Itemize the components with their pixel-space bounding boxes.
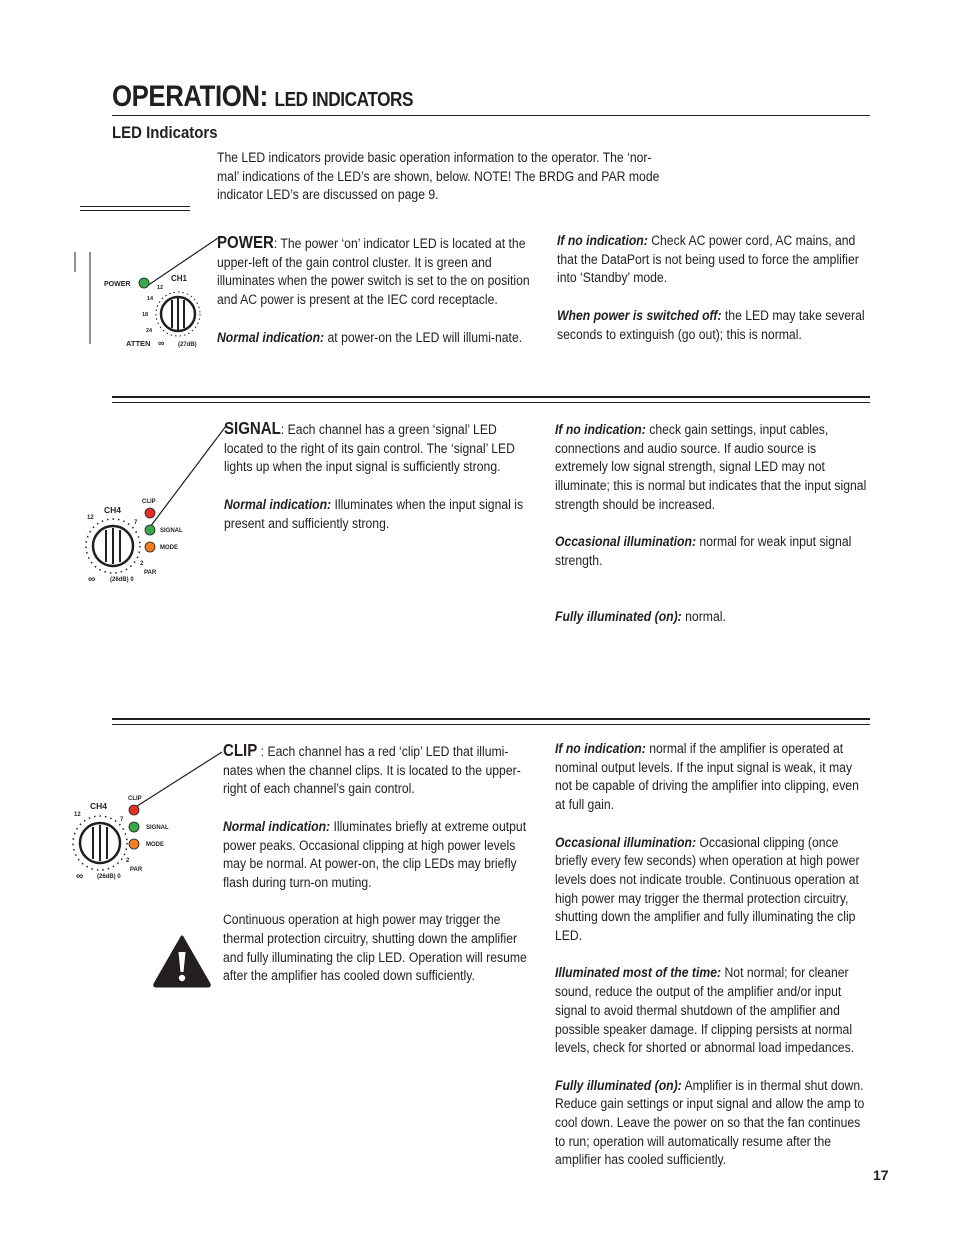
clip-occ-text: Occasional clipping (once briefly every few seconds) when operation at high power levels does not indicate trouble. Continuous operation at high power may trigger the thermal protection circuitry, shutting down the amplifier and fully illuminating the clip LED.	[555, 834, 860, 945]
power-normal-text: at power-on the LED will illumi-nate.	[324, 329, 523, 346]
power-db-label: (27dB)	[178, 342, 197, 348]
mode-led-icon	[145, 542, 155, 552]
clip-led-icon	[129, 805, 139, 815]
power-troubleshooting	[557, 232, 871, 363]
signal-led-diagram	[78, 424, 228, 590]
clip-tick-12: 12	[74, 812, 81, 818]
power-gain-knob-icon	[156, 292, 200, 336]
signal-normal-text: Illuminates when the input signal is present and sufficiently strong.	[224, 496, 524, 532]
clip-db-label: (26dB) 0	[97, 874, 121, 880]
clip-text: : Each channel has a red ‘clip’ LED that illumi-nates when the channel clips. It is located to the upper-right of each channel’s gain control.	[223, 744, 521, 798]
power-tick-24: 24	[146, 328, 153, 334]
title-divider	[112, 115, 870, 116]
signal-occ-label: Occasional illumination:	[555, 534, 697, 551]
clip-troubleshooting	[555, 740, 871, 1189]
signal-noind-label: If no indication:	[555, 422, 646, 438]
power-atten-label: ATTEN	[126, 339, 151, 348]
section-divider	[112, 396, 870, 403]
signal-full-text: normal.	[681, 608, 726, 625]
power-ch-label: CH1	[171, 274, 188, 283]
power-tick-12: 12	[157, 285, 164, 291]
signal-mode-label: MODE	[160, 545, 178, 551]
power-off-text: the LED may take several seconds to extinguish (go out); this is normal.	[557, 307, 865, 343]
clip-mode-label: MODE	[146, 842, 164, 848]
signal-occ-text: normal for weak input signal strength.	[555, 534, 852, 569]
signal-text: : Each channel has a green ‘signal’ LED located to the right of its gain control. The ‘signal’ LED lights up when the input signal is sufficiently strong.	[224, 422, 515, 476]
clip-ch-label: CH4	[90, 801, 108, 811]
signal-troubleshooting	[555, 421, 871, 645]
signal-inf-label: ∞	[88, 574, 96, 585]
clip-lead: CLIP	[223, 740, 258, 760]
page-title-main: OPERATION:	[112, 80, 268, 113]
signal-normal-label: Normal indication:	[224, 496, 332, 513]
clip-noind-text: normal if the amplifier is operated at nominal output levels. If the input signal is weak, it may not be capable of driving the amplifier into clipping, even at full gain.	[555, 741, 859, 814]
power-text: : The power ‘on’ indicator LED is located at the upper-left of the gain control cluster. It is green and illuminates when the power switch is set to the on position and AC power is present at the IEC cord receptacle.	[217, 236, 530, 309]
clip-tick-2: 2	[126, 858, 130, 864]
clip-description	[223, 741, 538, 1005]
signal-signal-label: SIGNAL	[160, 528, 183, 534]
power-off-label: When power is switched off:	[557, 307, 722, 324]
signal-ch-label: CH4	[104, 505, 122, 515]
power-label: POWER	[104, 281, 131, 288]
warning-triangle-icon	[152, 934, 212, 988]
clip-continuous-text: Continuous operation at high power may trigger the thermal protection circuitry, shutting down the amplifier and fully illuminating the clip LED. Operation will resume after the amplifier has cooled down sufficiently.	[223, 912, 527, 985]
signal-description	[224, 419, 537, 552]
power-tick-14: 14	[147, 296, 154, 302]
clip-most-text: Not normal; for cleaner sound, reduce the output of the amplifier and/or input signal to avoid thermal shutdown of the amplifier and possible speaker damage. If clipping persists at normal levels, check for shorted or abnormal load impedances.	[555, 965, 855, 1057]
signal-noind-text: check gain settings, input cables, connections and audio source. If audio source is extremely low signal strength, signal LED may not illuminate; this is normal but indicates that the input signal strength should be increased.	[555, 422, 867, 513]
power-description	[217, 233, 537, 366]
power-noind-label: If no indication:	[557, 233, 648, 249]
signal-full-label: Fully illuminated (on):	[555, 608, 682, 625]
page-title-sub: LED INDICATORS	[274, 89, 414, 111]
power-led-diagram	[70, 232, 220, 352]
power-noind-text: Check AC power cord, AC mains, and that the DataPort is not being used to force the amplifier into ‘Standby’ mode.	[557, 233, 859, 287]
signal-lead: SIGNAL	[224, 418, 281, 438]
signal-led-icon	[145, 525, 155, 535]
power-led-icon	[139, 278, 149, 288]
section-divider	[112, 718, 870, 725]
clip-gain-knob-icon	[73, 816, 127, 870]
page-number: 17	[873, 1167, 889, 1183]
signal-led-icon	[129, 822, 139, 832]
signal-par-label: PAR	[144, 570, 157, 576]
power-normal-label: Normal indication:	[217, 329, 325, 346]
clip-noind-label: If no indication:	[555, 741, 646, 757]
clip-led-icon	[145, 508, 155, 518]
signal-db-label: (26dB) 0	[110, 577, 134, 583]
intro-paragraph: The LED indicators provide basic operation information to the operator. The ‘nor-mal’ indications of the LED’s are shown, below. NOTE! The BRDG and PAR mode indicator LED’s are discussed on page 9.	[217, 150, 660, 204]
power-inf-label: ∞	[158, 338, 165, 348]
clip-most-label: Illuminated most of the time:	[555, 965, 722, 982]
clip-tick-7: 7	[120, 817, 124, 823]
clip-occ-label: Occasional illumination:	[555, 834, 697, 851]
mode-led-icon	[129, 839, 139, 849]
clip-clip-label: CLIP	[128, 796, 142, 802]
signal-tick-7: 7	[134, 520, 138, 526]
power-lead: POWER	[217, 232, 274, 252]
clip-inf-label: ∞	[76, 871, 84, 882]
signal-clip-label: CLIP	[142, 499, 156, 505]
clip-led-diagram	[72, 744, 222, 884]
page-title	[112, 80, 413, 114]
clip-par-label: PAR	[130, 867, 143, 873]
clip-full-text: Amplifier is in thermal shut down. Reduce gain settings or input signal and allow the amp to cool down. Leave the power on so that the fan continues to run; operation will automatically resume after the amplifier has cooled sufficiently.	[555, 1077, 865, 1169]
power-tick-18: 18	[142, 312, 149, 318]
panel-edge-rule	[80, 206, 190, 211]
clip-normal-text: Illuminates briefly at extreme output power peaks. Occasional clipping at high power levels may be normal. At power-on, the clip LEDs may briefly flash during turn-on muting.	[223, 818, 527, 891]
clip-normal-label: Normal indication:	[223, 818, 331, 835]
clip-full-label: Fully illuminated (on):	[555, 1077, 682, 1094]
section-heading: LED Indicators	[112, 123, 218, 142]
clip-signal-label: SIGNAL	[146, 825, 169, 831]
signal-gain-knob-icon	[86, 519, 140, 573]
signal-tick-2: 2	[140, 561, 144, 567]
signal-tick-12: 12	[87, 515, 94, 521]
